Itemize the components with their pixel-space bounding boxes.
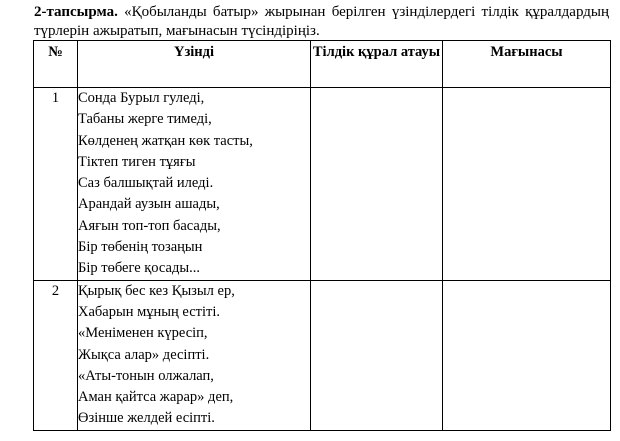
row-number: 2 [34, 280, 78, 430]
excerpt-line: Саз балшықтай иледі. [78, 175, 214, 192]
header-meaning: Мағынасы [443, 41, 611, 88]
header-number: № [34, 41, 78, 88]
header-excerpt: Үзінді [78, 41, 311, 88]
meaning-cell[interactable] [443, 88, 611, 281]
task-text: «Қобыланды батыр» жырынан берілген үзінділердегі тілдік құралдардың түрлерін ажыратып, мағынасын түсіндіріңіз. [34, 4, 609, 39]
excerpt-line: Жықса алар» десіпті. [78, 346, 210, 363]
excerpt-table [33, 40, 611, 431]
header-tool-name: Тілдік құрал атауы [311, 41, 443, 88]
tool-name-cell[interactable] [311, 88, 443, 281]
excerpt-line: Табаны жерге тимеді, [78, 111, 212, 128]
table-row [34, 88, 611, 281]
excerpt-line: Аман қайтса жарар» деп, [78, 389, 234, 406]
tool-name-cell[interactable] [311, 280, 443, 430]
excerpt-line: Аяғын топ-топ басады, [78, 217, 221, 234]
excerpt-line: Бір төбеге қосады... [78, 260, 200, 277]
excerpt-cell [78, 280, 311, 430]
meaning-cell[interactable] [443, 280, 611, 430]
excerpt-line: Қырық бес кез Қызыл ер, [78, 282, 235, 299]
table-header-row [34, 41, 611, 88]
row-number: 1 [34, 88, 78, 281]
excerpt-line: Сонда Бурыл гуледі, [78, 90, 205, 106]
table-row [34, 280, 611, 430]
excerpt-line: «Меніменен күресіп, [78, 325, 208, 342]
excerpt-line: Хабарын мұның естіті. [78, 303, 220, 320]
task-label: 2-тапсырма. [34, 4, 118, 20]
excerpt-line: Бір төбенің тозаңын [78, 239, 203, 256]
excerpt-line: Арандай аузын ашады, [78, 196, 220, 213]
excerpt-line: Көлденең жатқан көк тасты, [78, 132, 253, 149]
excerpt-cell [78, 88, 311, 281]
task-instruction [34, 3, 609, 41]
excerpt-line: Тіктеп тиген тұяғы [78, 153, 196, 170]
excerpt-line: «Аты-тонын олжалап, [78, 367, 214, 384]
excerpt-line: Өзінше желдей есіпті. [78, 410, 215, 427]
